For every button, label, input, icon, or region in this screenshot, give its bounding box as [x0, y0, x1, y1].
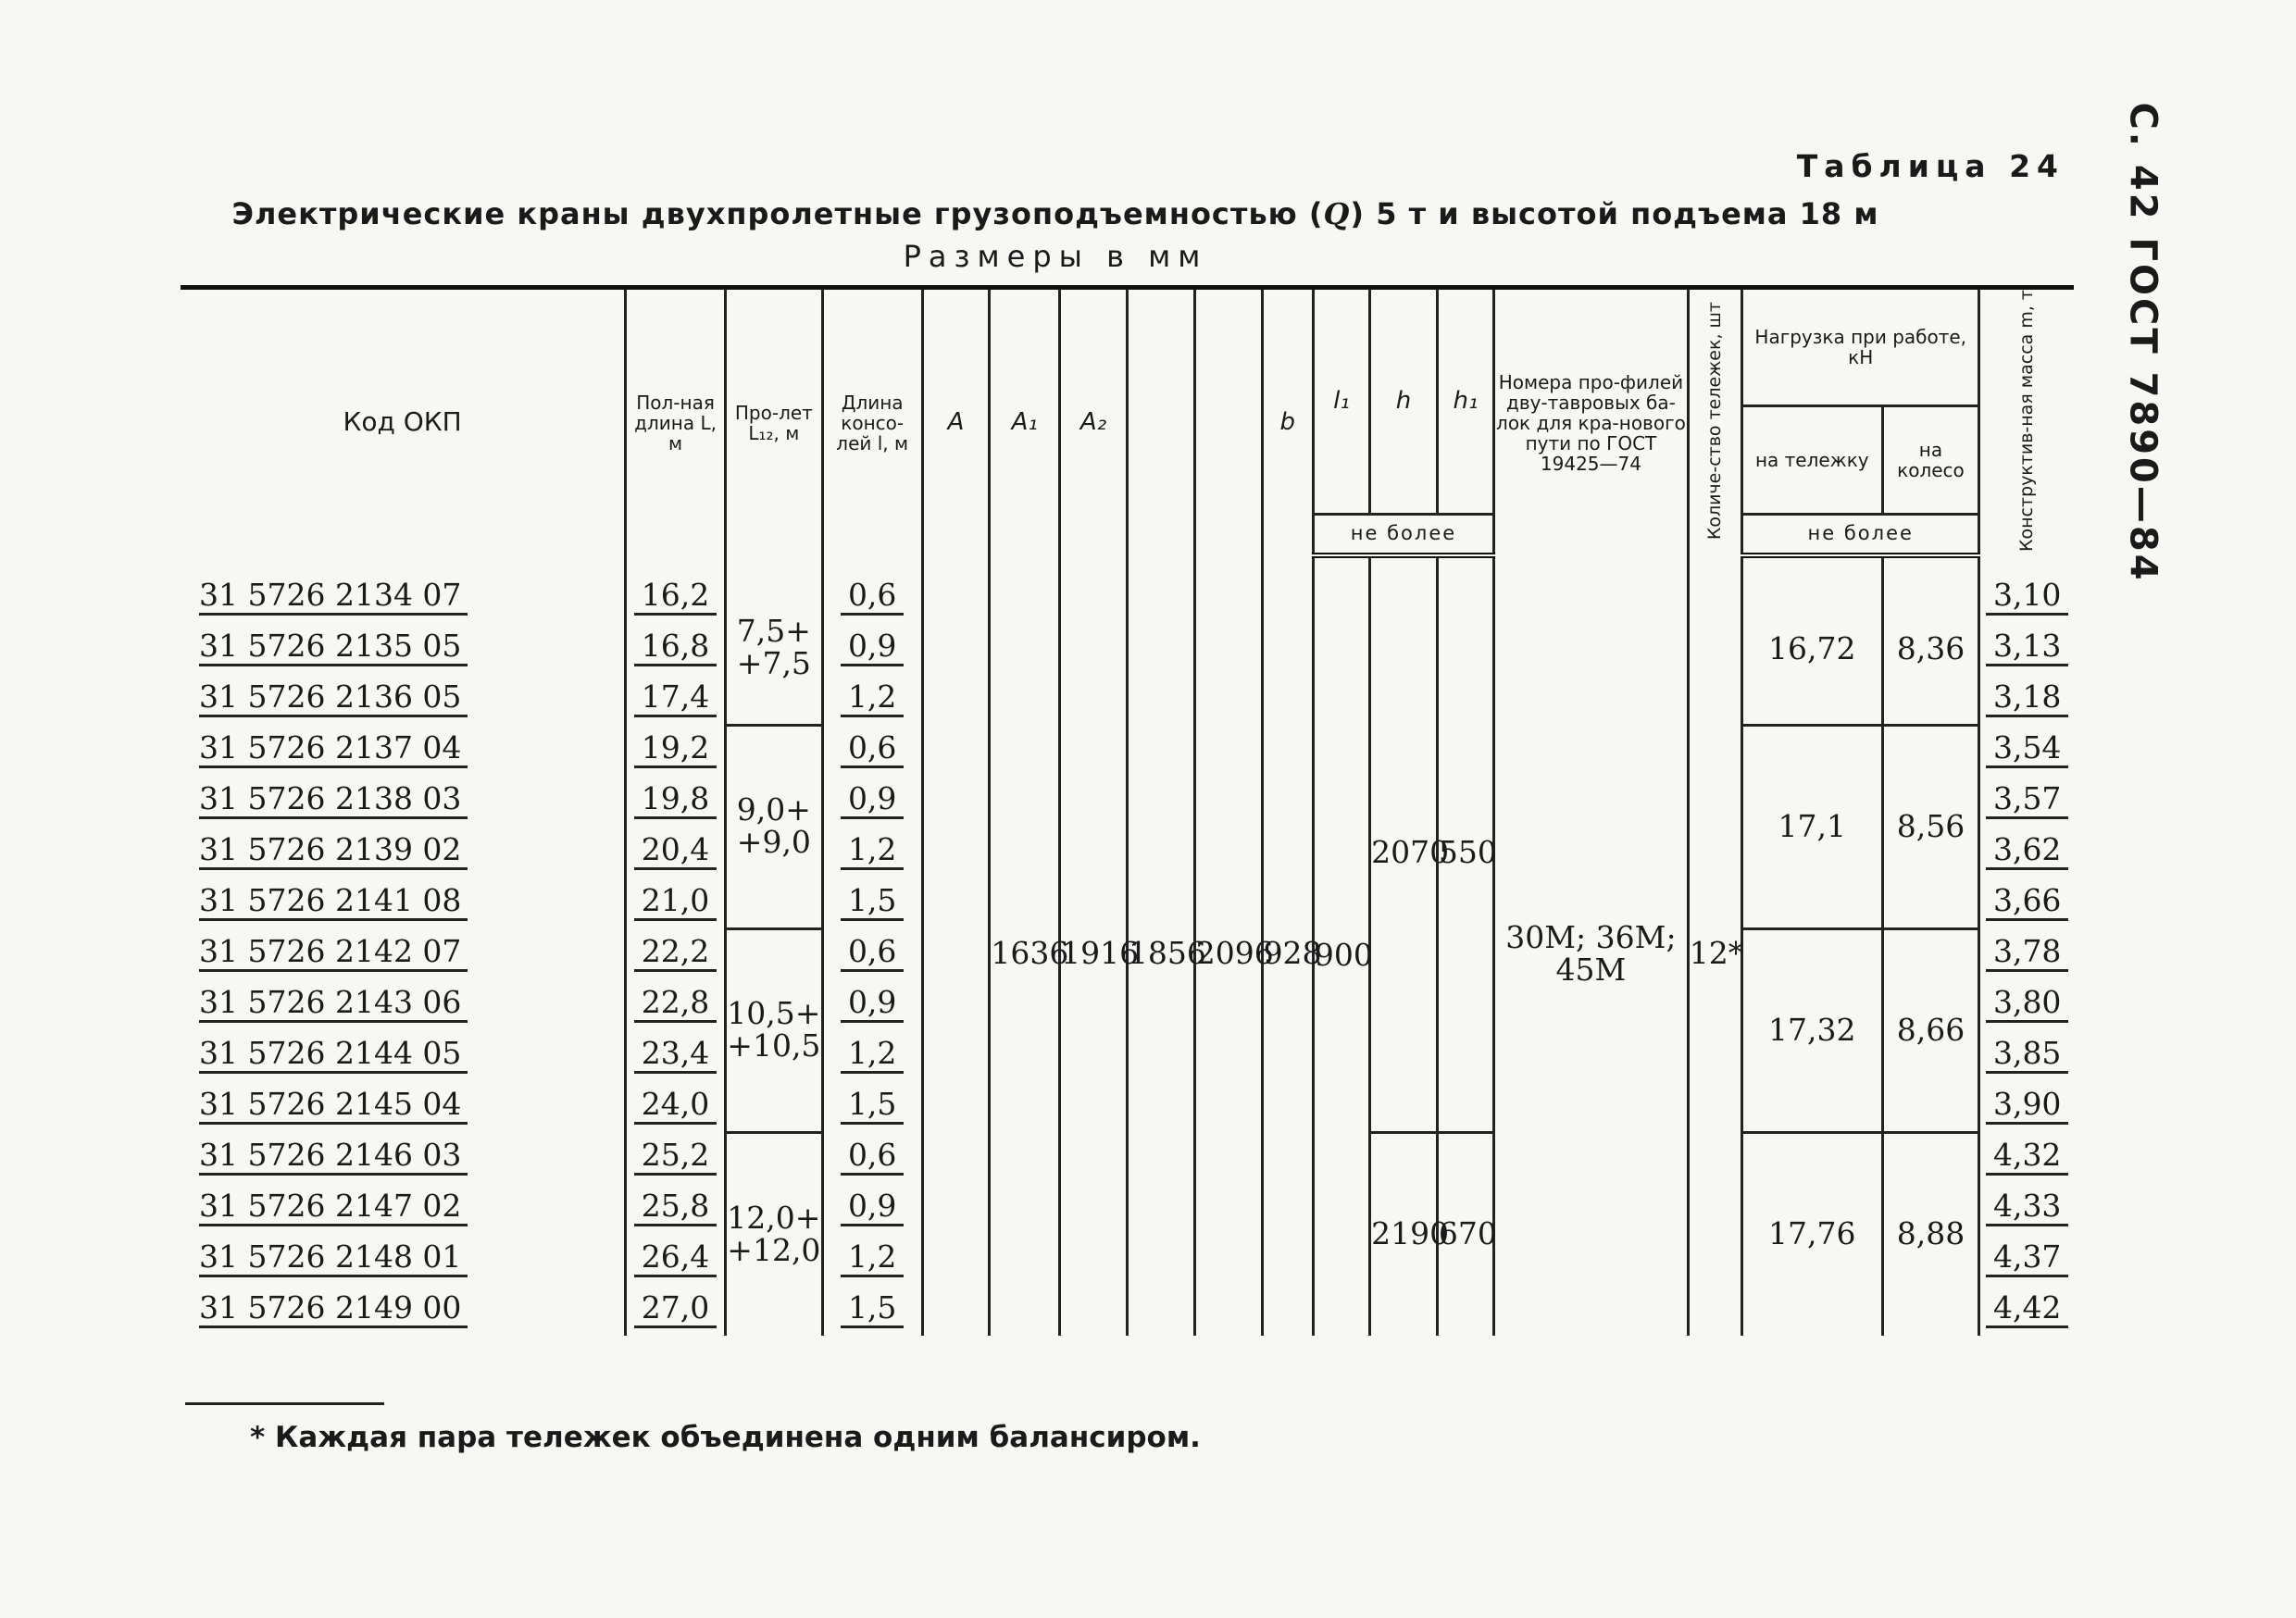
mass-value: 3,18 — [1986, 681, 2068, 717]
length-cell — [626, 1285, 726, 1336]
length-cell — [626, 979, 726, 1030]
mass-value: 4,37 — [1986, 1241, 2068, 1277]
console-cell — [822, 776, 922, 827]
mass-cell — [1979, 827, 2074, 877]
console-cell — [822, 623, 922, 674]
profiles-cell: 30М; 36М; 45М — [1494, 555, 1689, 1336]
mass-value: 3,10 — [1986, 579, 2068, 616]
okp-code-cell — [181, 877, 626, 928]
console-value: 0,6 — [841, 579, 904, 616]
span-group-cell: 12,0+ +12,0 — [725, 1132, 822, 1336]
load-wheel-cell: 8,88 — [1882, 1132, 1979, 1336]
mass-value: 4,32 — [1986, 1139, 2068, 1176]
console-cell — [822, 1081, 922, 1132]
okp-code: 31 5726 2146 03 — [199, 1139, 468, 1176]
okp-code-cell — [181, 1183, 626, 1234]
console-cell — [822, 1234, 922, 1285]
header-h1: h₁ — [1437, 288, 1493, 515]
span-group-cell: 10,5+ +10,5 — [725, 928, 822, 1132]
okp-code: 31 5726 2137 04 — [199, 732, 468, 768]
crane-dimensions-table — [181, 285, 2074, 1336]
common-A2-cell: 1916 — [1060, 555, 1128, 1336]
mass-cell — [1979, 928, 2074, 979]
footnote-divider — [185, 1402, 384, 1405]
load-wheel-cell: 8,36 — [1882, 555, 1979, 725]
console-value: 1,5 — [841, 885, 904, 921]
okp-code-cell — [181, 1234, 626, 1285]
console-value: 0,6 — [841, 936, 904, 972]
common-A1-cell: 1636 — [990, 555, 1060, 1336]
mass-cell — [1979, 623, 2074, 674]
length-cell — [626, 1183, 726, 1234]
okp-code: 31 5726 2138 03 — [199, 783, 468, 819]
length-cell — [626, 623, 726, 674]
length-value: 17,4 — [634, 681, 717, 717]
mass-cell — [1979, 979, 2074, 1030]
length-value: 25,8 — [634, 1190, 717, 1226]
h-group-cell: 2070 — [1370, 555, 1438, 1132]
console-cell — [822, 877, 922, 928]
console-value: 0,9 — [841, 987, 904, 1023]
okp-code: 31 5726 2148 01 — [199, 1241, 468, 1277]
load-cart-cell: 17,1 — [1742, 725, 1882, 928]
mass-value: 3,57 — [1986, 783, 2068, 819]
okp-code-cell — [181, 1132, 626, 1183]
console-value: 0,9 — [841, 783, 904, 819]
length-value: 24,0 — [634, 1089, 717, 1125]
header-length: Пол-ная длина L, м — [626, 288, 726, 556]
load-wheel-cell: 8,56 — [1882, 725, 1979, 928]
mass-cell — [1979, 555, 2074, 623]
okp-code: 31 5726 2145 04 — [199, 1089, 468, 1125]
mass-cell — [1979, 1285, 2074, 1336]
load-cart-cell: 17,76 — [1742, 1132, 1882, 1336]
header-col-blank2 — [1194, 288, 1262, 556]
okp-code: 31 5726 2147 02 — [199, 1190, 468, 1226]
header-console: Длина консо-лей l, м — [822, 288, 922, 556]
table-title — [185, 196, 1926, 231]
console-cell — [822, 1285, 922, 1336]
footnote: * Каждая пара тележек объединена одним балансиром. — [250, 1421, 1201, 1454]
length-value: 16,2 — [634, 579, 717, 616]
okp-code: 31 5726 2149 00 — [199, 1292, 468, 1328]
header-not-more: не более — [1313, 514, 1493, 555]
length-cell — [626, 674, 726, 725]
console-value: 0,9 — [841, 630, 904, 666]
length-value: 16,8 — [634, 630, 717, 666]
load-wheel-cell: 8,66 — [1882, 928, 1979, 1132]
console-value: 1,2 — [841, 834, 904, 870]
okp-code-cell — [181, 725, 626, 776]
length-value: 22,2 — [634, 936, 717, 972]
header-load-cart: на тележку — [1742, 405, 1882, 514]
console-value: 1,2 — [841, 1038, 904, 1074]
console-cell — [822, 1132, 922, 1183]
okp-code: 31 5726 2135 05 — [199, 630, 468, 666]
okp-code: 31 5726 2139 02 — [199, 834, 468, 870]
mass-value: 3,62 — [1986, 834, 2068, 870]
okp-code-cell — [181, 555, 626, 623]
okp-code-cell — [181, 776, 626, 827]
common-A-cell — [922, 555, 990, 1336]
console-cell — [822, 674, 922, 725]
mass-cell — [1979, 1030, 2074, 1081]
okp-code-cell — [181, 1081, 626, 1132]
title-part: ) 5 т и высотой подъема 18 м — [1350, 196, 1879, 231]
units-caption: Размеры в мм — [903, 239, 1208, 274]
console-value: 1,2 — [841, 1241, 904, 1277]
table-number: Таблица 24 — [1796, 148, 2065, 184]
length-value: 26,4 — [634, 1241, 717, 1277]
mass-value: 3,13 — [1986, 630, 2068, 666]
console-value: 1,5 — [841, 1292, 904, 1328]
h1-group-cell: 550 — [1437, 555, 1493, 1132]
header-load-wheel: на колесо — [1882, 405, 1979, 514]
length-value: 19,8 — [634, 783, 717, 819]
span-group-cell: 7,5+ +7,5 — [725, 555, 822, 725]
mass-cell — [1979, 674, 2074, 725]
mass-value: 3,78 — [1986, 936, 2068, 972]
console-cell — [822, 1030, 922, 1081]
header-A1: A₁ — [990, 288, 1060, 556]
console-cell — [822, 979, 922, 1030]
okp-code-cell — [181, 674, 626, 725]
mass-cell — [1979, 1132, 2074, 1183]
length-cell — [626, 1081, 726, 1132]
okp-code: 31 5726 2142 07 — [199, 936, 468, 972]
header-wheels — [1688, 288, 1741, 556]
header-A2: A₂ — [1060, 288, 1128, 556]
mass-value: 4,33 — [1986, 1190, 2068, 1226]
length-value: 20,4 — [634, 834, 717, 870]
mass-cell — [1979, 1234, 2074, 1285]
header-mass-text: Конструктив-ная масса m, т — [2016, 290, 2038, 553]
length-cell — [626, 1234, 726, 1285]
okp-code: 31 5726 2141 08 — [199, 885, 468, 921]
load-cart-cell: 17,32 — [1742, 928, 1882, 1132]
mass-cell — [1979, 725, 2074, 776]
console-value: 0,6 — [841, 732, 904, 768]
okp-code-cell — [181, 979, 626, 1030]
okp-code: 31 5726 2136 05 — [199, 681, 468, 717]
console-value: 0,9 — [841, 1190, 904, 1226]
console-value: 0,6 — [841, 1139, 904, 1176]
okp-code-cell — [181, 1285, 626, 1336]
table-row — [181, 555, 2074, 623]
length-value: 27,0 — [634, 1292, 717, 1328]
length-value: 19,2 — [634, 732, 717, 768]
length-value: 21,0 — [634, 885, 717, 921]
console-cell — [822, 827, 922, 877]
okp-code-cell — [181, 1030, 626, 1081]
length-cell — [626, 877, 726, 928]
mass-value: 3,66 — [1986, 885, 2068, 921]
mass-cell — [1979, 877, 2074, 928]
console-value: 1,2 — [841, 681, 904, 717]
length-cell — [626, 1030, 726, 1081]
header-not-more: не более — [1742, 514, 1979, 555]
h1-group-cell: 670 — [1437, 1132, 1493, 1336]
h-group-cell: 2190 — [1370, 1132, 1438, 1336]
header-load-group: Нагрузка при работе, кН — [1742, 288, 1979, 406]
console-cell — [822, 725, 922, 776]
common-col-blank1-cell: 1856 — [1127, 555, 1194, 1336]
length-cell — [626, 827, 726, 877]
length-value: 22,8 — [634, 987, 717, 1023]
console-cell — [822, 1183, 922, 1234]
page-number-label: С. 42 ГОСТ 7890—84 — [2122, 102, 2165, 583]
length-cell — [626, 725, 726, 776]
length-cell — [626, 1132, 726, 1183]
header-col-blank1 — [1127, 288, 1194, 556]
okp-code: 31 5726 2144 05 — [199, 1038, 468, 1074]
header-A: A — [922, 288, 990, 556]
span-group-cell: 9,0+ +9,0 — [725, 725, 822, 928]
header-l1: l₁ — [1313, 288, 1369, 515]
console-value: 1,5 — [841, 1089, 904, 1125]
mass-value: 3,80 — [1986, 987, 2068, 1023]
mass-value: 4,42 — [1986, 1292, 2068, 1328]
okp-code: 31 5726 2143 06 — [199, 987, 468, 1023]
mass-cell — [1979, 1081, 2074, 1132]
header-mass — [1979, 288, 2074, 556]
common-l1-cell: 900 — [1313, 555, 1369, 1336]
console-cell — [822, 928, 922, 979]
header-span: Про-лет L₁₂, м — [725, 288, 822, 556]
common-col-blank2-cell: 2096 — [1194, 555, 1262, 1336]
okp-code: 31 5726 2134 07 — [199, 579, 468, 616]
title-part: Электрические краны двухпролетные грузоподъемностью ( — [231, 196, 1324, 231]
length-value: 23,4 — [634, 1038, 717, 1074]
okp-code-cell — [181, 928, 626, 979]
header-profiles: Номера про-филей дву-тавровых ба-лок для кра-нового пути по ГОСТ 19425—74 — [1494, 288, 1689, 556]
header-h: h — [1370, 288, 1438, 515]
mass-value: 3,85 — [1986, 1038, 2068, 1074]
wheels-cell: 12* — [1688, 555, 1741, 1336]
console-cell — [822, 555, 922, 623]
header-code: Код ОКП — [181, 288, 626, 556]
load-cart-cell: 16,72 — [1742, 555, 1882, 725]
mass-value: 3,54 — [1986, 732, 2068, 768]
title-symbol: Q — [1323, 196, 1351, 231]
header-b: b — [1262, 288, 1313, 556]
length-value: 25,2 — [634, 1139, 717, 1176]
okp-code-cell — [181, 827, 626, 877]
length-cell — [626, 555, 726, 623]
length-cell — [626, 776, 726, 827]
mass-cell — [1979, 776, 2074, 827]
length-cell — [626, 928, 726, 979]
mass-cell — [1979, 1183, 2074, 1234]
common-b-cell: 928 — [1262, 555, 1313, 1336]
okp-code-cell — [181, 623, 626, 674]
header-wheels-text: Количе-ство тележек, шт — [1703, 301, 1725, 541]
mass-value: 3,90 — [1986, 1089, 2068, 1125]
